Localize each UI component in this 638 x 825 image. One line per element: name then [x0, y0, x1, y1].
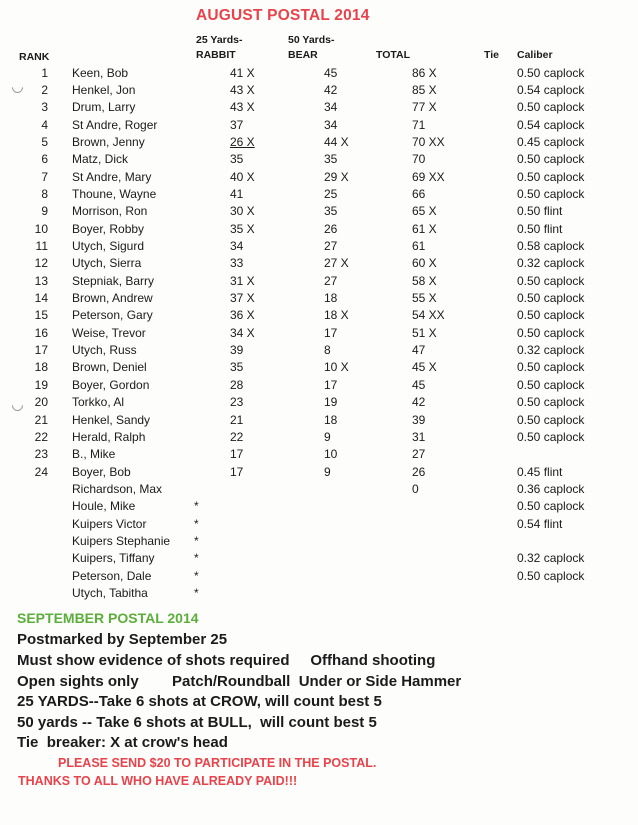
rank-cell: 14: [34, 291, 48, 306]
star-cell: *: [194, 516, 199, 531]
name-cell: Utych, Sierra: [72, 256, 142, 271]
table-row: [0, 99, 638, 116]
rank-cell: 10: [34, 221, 48, 236]
bear-score-cell: 27: [324, 239, 338, 253]
bear-score-cell: 8: [324, 343, 331, 358]
rabbit-score-cell: 36 X: [230, 308, 255, 323]
table-row: [0, 325, 638, 342]
bear-score-cell: 44 X: [324, 134, 349, 149]
caliber-cell: 0.50 caplock: [517, 308, 585, 323]
name-cell: Houle, Mike: [72, 499, 136, 514]
rank-cell: 19: [34, 377, 48, 392]
total-cell: 42: [412, 395, 426, 410]
rank-cell: 23: [34, 447, 48, 462]
bear-score-cell: 18: [324, 291, 338, 306]
september-rule-3: Open sights only Patch/Roundball Under or Side Hammer: [17, 673, 462, 690]
name-cell: Kuipers Victor: [72, 516, 147, 531]
total-cell: 60 X: [412, 256, 437, 271]
bear-score-cell: 18: [324, 412, 338, 427]
caliber-cell: 0.50 caplock: [517, 273, 585, 288]
bear-score-cell: 9: [324, 464, 331, 479]
table-row: [0, 186, 638, 203]
caliber-cell: 0.45 flint: [517, 464, 563, 479]
name-cell: Brown, Andrew: [72, 291, 153, 306]
table-row: [0, 65, 638, 82]
bear-score-cell: 34: [324, 100, 338, 115]
rank-cell: 17: [34, 343, 48, 358]
rabbit-header: RABBIT: [196, 49, 236, 61]
table-row: [0, 169, 638, 186]
name-cell: Henkel, Jon: [72, 82, 136, 97]
table-row: [0, 446, 638, 463]
caliber-cell: 0.50 caplock: [517, 377, 585, 392]
september-rule-5: 50 yards -- Take 6 shots at BULL, will count best 5: [17, 714, 377, 731]
rabbit-score-cell: 35 X: [230, 221, 255, 236]
rabbit-score-cell: 37 X: [230, 291, 255, 306]
rabbit-score-cell: 41 X: [230, 65, 255, 80]
rabbit-score-cell: 17: [230, 447, 244, 462]
bear-score-cell: 34: [324, 117, 338, 132]
rabbit-score-cell: 21: [230, 412, 244, 427]
star-cell: *: [194, 533, 199, 548]
bear-score-cell: 18 X: [324, 308, 349, 323]
table-row: [0, 429, 638, 446]
caliber-cell: 0.50 caplock: [517, 395, 585, 410]
total-cell: 27: [412, 447, 426, 462]
september-rule-2: Must show evidence of shots required Offhand shooting: [17, 652, 436, 669]
caliber-cell: 0.50 caplock: [517, 568, 585, 583]
caliber-cell: 0.58 caplock: [517, 239, 585, 253]
rabbit-score-cell: 43 X: [230, 82, 255, 97]
name-cell: Stepniak, Barry: [72, 273, 155, 288]
table-row: [0, 533, 638, 550]
rank-cell: 6: [41, 152, 48, 167]
table-row: [0, 498, 638, 515]
table-row: [0, 464, 638, 481]
table-row: [0, 481, 638, 498]
payment-notice: PLEASE SEND $20 TO PARTICIPATE IN THE POSTAL.: [58, 756, 377, 770]
name-cell: Morrison, Ron: [72, 204, 148, 219]
table-row: [0, 151, 638, 168]
rank-cell: 24: [34, 464, 48, 479]
rabbit-score-cell: 37: [230, 117, 244, 132]
rank-cell: 3: [41, 100, 48, 115]
september-rule-4: 25 YARDS--Take 6 shots at CROW, will count best 5: [17, 693, 382, 710]
bear-score-cell: 29 X: [324, 169, 349, 184]
rank-cell: 2: [41, 82, 48, 97]
rabbit-score-cell: 17: [230, 464, 244, 479]
bear-score-cell: 9: [324, 429, 331, 444]
star-cell: *: [194, 586, 199, 600]
rabbit-score-cell: 31 X: [230, 273, 255, 288]
name-cell: Boyer, Gordon: [72, 377, 150, 392]
name-cell: Weise, Trevor: [72, 325, 146, 340]
bear-score-cell: 10 X: [324, 360, 349, 375]
rabbit-score-cell: 34 X: [230, 325, 255, 340]
caliber-cell: 0.32 caplock: [517, 551, 585, 566]
name-cell: Brown, Deniel: [72, 360, 147, 375]
star-cell: *: [194, 568, 199, 583]
bear-score-cell: 17: [324, 325, 338, 340]
rank-cell: 22: [34, 429, 48, 444]
table-row: [0, 290, 638, 307]
table-row: [0, 203, 638, 220]
bear-score-cell: 17: [324, 377, 338, 392]
total-cell: 45 X: [412, 360, 437, 375]
rank-cell: 8: [41, 186, 48, 201]
name-cell: Torkko, Al: [72, 395, 125, 410]
name-cell: B., Mike: [72, 447, 116, 462]
rank-cell: 18: [34, 360, 48, 375]
bear-score-cell: 26: [324, 221, 338, 236]
caliber-header: Caliber: [517, 49, 553, 61]
bear-score-cell: 27 X: [324, 256, 349, 271]
rank-cell: 21: [34, 412, 48, 427]
name-cell: Utych, Sigurd: [72, 239, 145, 253]
name-cell: Brown, Jenny: [72, 134, 145, 149]
bear-distance-header: 50 Yards-: [288, 34, 335, 46]
caliber-cell: 0.50 flint: [517, 221, 563, 236]
page-title: AUGUST POSTAL 2014: [196, 7, 370, 24]
bear-score-cell: 35: [324, 204, 338, 219]
table-row: [0, 342, 638, 359]
caliber-cell: 0.50 caplock: [517, 325, 585, 340]
table-row: [0, 255, 638, 272]
caliber-cell: 0.50 caplock: [517, 186, 585, 201]
caliber-cell: 0.50 caplock: [517, 499, 585, 514]
rank-cell: 11: [35, 239, 48, 253]
rank-cell: 12: [34, 256, 48, 271]
name-cell: Utych, Tabitha: [72, 586, 148, 600]
name-cell: Kuipers Stephanie: [72, 533, 171, 548]
rank-cell: 15: [34, 308, 48, 323]
rabbit-score-cell: 40 X: [230, 169, 255, 184]
caliber-cell: 0.45 caplock: [517, 134, 585, 149]
september-rule-1: Postmarked by September 25: [17, 631, 228, 648]
rank-cell: 1: [41, 65, 48, 80]
table-row: [0, 307, 638, 324]
bear-score-cell: 25: [324, 186, 338, 201]
total-cell: 85 X: [412, 82, 437, 97]
bear-score-cell: 10: [324, 447, 338, 462]
total-cell: 51 X: [412, 325, 437, 340]
table-row: [0, 82, 638, 99]
total-cell: 71: [412, 117, 426, 132]
name-cell: Keen, Bob: [72, 65, 129, 80]
total-cell: 31: [412, 429, 426, 444]
name-cell: St Andre, Roger: [72, 117, 158, 132]
total-cell: 39: [412, 412, 426, 427]
table-row: [0, 134, 638, 151]
caliber-cell: 0.50 caplock: [517, 65, 585, 80]
table-row: [0, 516, 638, 533]
caliber-cell: 0.32 caplock: [517, 256, 585, 271]
name-cell: Utych, Russ: [72, 343, 137, 358]
table-row: [0, 377, 638, 394]
name-cell: Boyer, Robby: [72, 221, 145, 236]
table-row: [0, 117, 638, 134]
rank-cell: 9: [41, 204, 48, 219]
bear-score-cell: 42: [324, 82, 338, 97]
rabbit-score-cell: 22: [230, 429, 244, 444]
caliber-cell: 0.36 caplock: [517, 481, 585, 496]
rabbit-score-cell: 35: [230, 152, 244, 167]
caliber-cell: 0.32 caplock: [517, 343, 585, 358]
rank-cell: 20: [34, 395, 48, 410]
name-cell: Peterson, Gary: [72, 308, 153, 323]
table-row: [0, 394, 638, 411]
caliber-cell: 0.50 caplock: [517, 429, 585, 444]
rabbit-score-cell: 39: [230, 343, 244, 358]
rabbit-distance-header: 25 Yards-: [196, 34, 243, 46]
rabbit-score-cell: 28: [230, 377, 244, 392]
name-cell: St Andre, Mary: [72, 169, 152, 184]
rabbit-score-cell: 35: [230, 360, 244, 375]
total-cell: 54 XX: [412, 308, 445, 323]
rabbit-score-cell: 43 X: [230, 100, 255, 115]
total-cell: 69 XX: [412, 169, 445, 184]
bear-score-cell: 19: [324, 395, 338, 410]
rabbit-score-cell: 30 X: [230, 204, 255, 219]
table-row: [0, 568, 638, 585]
rank-cell: 7: [41, 169, 48, 184]
table-row: [0, 412, 638, 429]
caliber-cell: 0.50 caplock: [517, 291, 585, 306]
rank-cell: 16: [34, 325, 48, 340]
table-row: [0, 273, 638, 290]
total-cell: 77 X: [412, 100, 437, 115]
rank-header: RANK: [19, 51, 50, 63]
total-cell: 61: [412, 239, 426, 253]
rabbit-score-cell: 34: [230, 239, 244, 253]
september-rule-6: Tie breaker: X at crow's head: [17, 734, 228, 751]
name-cell: Thoune, Wayne: [72, 186, 157, 201]
tie-header: Tie: [484, 49, 499, 61]
star-cell: *: [194, 499, 199, 514]
caliber-cell: 0.50 caplock: [517, 360, 585, 375]
rank-cell: 5: [41, 134, 48, 149]
table-row: [0, 585, 638, 602]
star-cell: *: [194, 551, 199, 566]
total-header: TOTAL: [376, 49, 411, 61]
bear-header: BEAR: [288, 49, 318, 61]
caliber-cell: 0.50 caplock: [517, 412, 585, 427]
total-cell: 0: [412, 481, 419, 496]
total-cell: 55 X: [412, 291, 437, 306]
name-cell: Kuipers, Tiffany: [72, 551, 155, 566]
rank-cell: 4: [41, 117, 48, 132]
rabbit-score-cell: 33: [230, 256, 244, 271]
name-cell: Herald, Ralph: [72, 429, 146, 444]
table-row: [0, 238, 638, 255]
total-cell: 47: [412, 343, 426, 358]
thanks-notice: THANKS TO ALL WHO HAVE ALREADY PAID!!!: [18, 774, 298, 788]
caliber-cell: 0.50 caplock: [517, 169, 585, 184]
caliber-cell: 0.50 caplock: [517, 100, 585, 115]
bear-score-cell: 45: [324, 65, 338, 80]
total-cell: 45: [412, 377, 426, 392]
total-cell: 65 X: [412, 204, 437, 219]
name-cell: Richardson, Max: [72, 481, 163, 496]
caliber-cell: 0.54 flint: [517, 516, 563, 531]
total-cell: 61 X: [412, 221, 437, 236]
total-cell: 86 X: [412, 65, 437, 80]
caliber-cell: 0.50 caplock: [517, 152, 585, 167]
table-row: [0, 359, 638, 376]
total-cell: 26: [412, 464, 426, 479]
total-cell: 58 X: [412, 273, 437, 288]
bear-score-cell: 27: [324, 273, 338, 288]
september-title: SEPTEMBER POSTAL 2014: [17, 610, 199, 626]
rabbit-score-cell: 26 X: [230, 134, 255, 149]
name-cell: Matz, Dick: [72, 152, 129, 167]
table-row: [0, 221, 638, 238]
caliber-cell: 0.54 caplock: [517, 117, 585, 132]
rabbit-score-cell: 41: [230, 186, 244, 201]
total-cell: 66: [412, 186, 426, 201]
rabbit-score-cell: 23: [230, 395, 244, 410]
name-cell: Drum, Larry: [72, 100, 136, 115]
name-cell: Henkel, Sandy: [72, 412, 151, 427]
name-cell: Peterson, Dale: [72, 568, 152, 583]
rank-cell: 13: [34, 273, 48, 288]
bear-score-cell: 35: [324, 152, 338, 167]
table-row: [0, 550, 638, 567]
total-cell: 70 XX: [412, 134, 445, 149]
total-cell: 70: [412, 152, 426, 167]
caliber-cell: 0.54 caplock: [517, 82, 585, 97]
name-cell: Boyer, Bob: [72, 464, 131, 479]
caliber-cell: 0.50 flint: [517, 204, 563, 219]
